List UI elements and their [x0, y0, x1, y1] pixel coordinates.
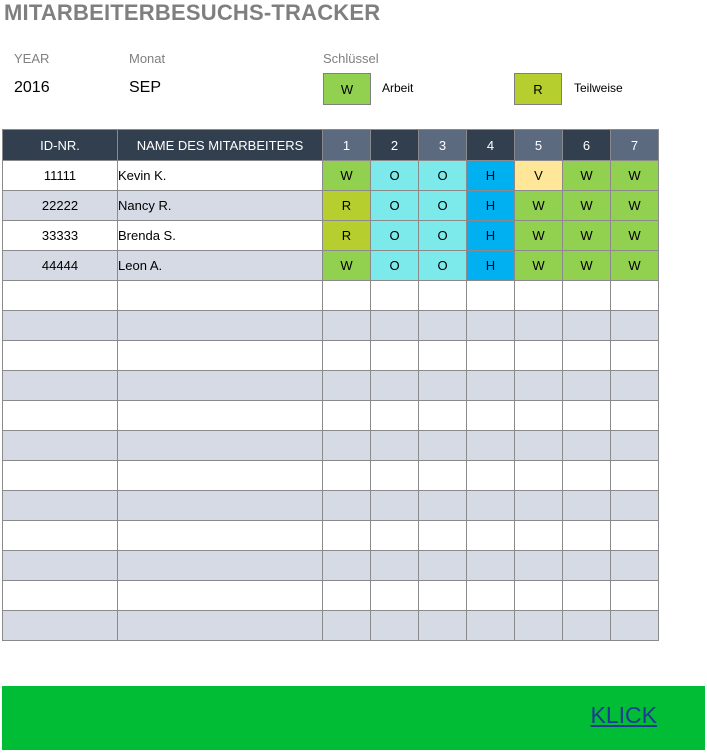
cell-day-6[interactable]	[563, 581, 611, 611]
cell-day-3[interactable]	[419, 341, 467, 371]
cell-day-7[interactable]: W	[611, 251, 659, 281]
cell-day-1[interactable]	[323, 311, 371, 341]
cell-day-7[interactable]	[611, 401, 659, 431]
table-row	[3, 431, 659, 461]
table-row	[3, 281, 659, 311]
cell-day-5[interactable]: V	[515, 161, 563, 191]
cell-id[interactable]	[3, 611, 118, 641]
cell-day-2[interactable]: O	[371, 221, 419, 251]
cell-day-3[interactable]	[419, 611, 467, 641]
cell-day-2[interactable]: O	[371, 191, 419, 221]
cell-day-4[interactable]	[467, 371, 515, 401]
header-day-4: 4	[467, 130, 515, 161]
cell-day-1[interactable]	[323, 371, 371, 401]
header-day-1: 1	[323, 130, 371, 161]
cell-id[interactable]: 22222	[3, 191, 118, 221]
cell-day-3[interactable]	[419, 581, 467, 611]
cell-day-3[interactable]: O	[419, 191, 467, 221]
cell-day-4[interactable]	[467, 281, 515, 311]
cell-day-1[interactable]: R	[323, 221, 371, 251]
cell-day-7[interactable]	[611, 611, 659, 641]
cell-day-6[interactable]	[563, 611, 611, 641]
table-row	[3, 521, 659, 551]
table-row	[3, 401, 659, 431]
cell-day-3[interactable]	[419, 371, 467, 401]
cell-name[interactable]	[118, 461, 323, 491]
cell-day-5[interactable]	[515, 581, 563, 611]
key-label: Schlüssel	[323, 51, 379, 66]
key-work-swatch	[323, 73, 371, 105]
cell-name[interactable]: Brenda S.	[118, 221, 323, 251]
cell-day-4[interactable]	[467, 611, 515, 641]
cell-id[interactable]	[3, 341, 118, 371]
cell-day-5[interactable]	[515, 521, 563, 551]
cell-day-1[interactable]	[323, 401, 371, 431]
cell-day-1[interactable]	[323, 521, 371, 551]
cell-name[interactable]	[118, 311, 323, 341]
cell-day-5[interactable]	[515, 311, 563, 341]
key-partial-swatch	[514, 73, 562, 105]
cell-name[interactable]: Nancy R.	[118, 191, 323, 221]
cell-day-7[interactable]	[611, 431, 659, 461]
cell-day-4[interactable]: H	[467, 251, 515, 281]
cell-day-5[interactable]	[515, 281, 563, 311]
cell-name[interactable]	[118, 491, 323, 521]
cell-day-4[interactable]	[467, 521, 515, 551]
cell-id[interactable]	[3, 521, 118, 551]
cell-day-3[interactable]	[419, 401, 467, 431]
cell-name[interactable]	[118, 551, 323, 581]
cell-day-3[interactable]: O	[419, 221, 467, 251]
cell-id[interactable]	[3, 311, 118, 341]
cell-id[interactable]: 44444	[3, 251, 118, 281]
table-row	[3, 221, 659, 251]
table-row	[3, 581, 659, 611]
cell-id[interactable]	[3, 401, 118, 431]
cell-id[interactable]	[3, 581, 118, 611]
cell-day-6[interactable]: W	[563, 221, 611, 251]
cell-day-6[interactable]	[563, 371, 611, 401]
cell-day-4[interactable]	[467, 461, 515, 491]
cell-day-5[interactable]: W	[515, 191, 563, 221]
cell-name[interactable]	[118, 281, 323, 311]
cell-day-3[interactable]	[419, 281, 467, 311]
header-day-7: 7	[611, 130, 659, 161]
cell-day-2[interactable]	[371, 281, 419, 311]
cell-day-6[interactable]	[563, 521, 611, 551]
cell-day-6[interactable]	[563, 281, 611, 311]
table-row	[3, 371, 659, 401]
cell-day-2[interactable]	[371, 551, 419, 581]
month-value: SEP	[129, 79, 162, 96]
key-partial-text: Teilweise	[574, 81, 623, 95]
cell-day-6[interactable]: W	[563, 161, 611, 191]
cell-day-5[interactable]	[515, 461, 563, 491]
cell-id[interactable]	[3, 431, 118, 461]
cell-day-5[interactable]	[515, 341, 563, 371]
cell-day-3[interactable]: O	[419, 251, 467, 281]
cell-day-6[interactable]	[563, 461, 611, 491]
cell-day-1[interactable]	[323, 281, 371, 311]
cell-day-5[interactable]: W	[515, 221, 563, 251]
cell-day-6[interactable]	[563, 341, 611, 371]
cell-day-1[interactable]	[323, 431, 371, 461]
cell-day-2[interactable]	[371, 341, 419, 371]
cell-day-2[interactable]: O	[371, 251, 419, 281]
cell-day-4[interactable]	[467, 491, 515, 521]
cell-day-4[interactable]	[467, 341, 515, 371]
cell-day-1[interactable]: W	[323, 251, 371, 281]
cell-name[interactable]	[118, 611, 323, 641]
cell-day-6[interactable]: W	[563, 251, 611, 281]
header-day-6: 6	[563, 130, 611, 161]
cell-day-5[interactable]	[515, 431, 563, 461]
cell-day-4[interactable]: H	[467, 161, 515, 191]
cell-day-2[interactable]	[371, 371, 419, 401]
cell-id[interactable]	[3, 281, 118, 311]
header-day-2: 2	[371, 130, 419, 161]
klick-link[interactable]: KLICK	[590, 702, 657, 728]
cell-day-5[interactable]	[515, 491, 563, 521]
cell-day-1[interactable]	[323, 611, 371, 641]
cell-day-6[interactable]: W	[563, 191, 611, 221]
cell-day-3[interactable]	[419, 521, 467, 551]
cell-name[interactable]	[118, 431, 323, 461]
table-row	[3, 191, 659, 221]
cell-day-7[interactable]	[611, 461, 659, 491]
year-label: YEAR	[14, 51, 50, 66]
year-value: 2016	[14, 79, 50, 96]
cell-day-1[interactable]	[323, 581, 371, 611]
cell-day-5[interactable]: W	[515, 251, 563, 281]
cell-day-7[interactable]	[611, 551, 659, 581]
key-work-text: Arbeit	[382, 81, 414, 95]
cell-name[interactable]	[118, 371, 323, 401]
cell-day-7[interactable]	[611, 341, 659, 371]
cell-day-1[interactable]	[323, 491, 371, 521]
cell-day-1[interactable]	[323, 551, 371, 581]
cell-name[interactable]	[118, 581, 323, 611]
cell-id[interactable]	[3, 551, 118, 581]
cell-id[interactable]	[3, 371, 118, 401]
cell-day-4[interactable]	[467, 551, 515, 581]
cell-name[interactable]: Leon A.	[118, 251, 323, 281]
cell-day-6[interactable]	[563, 311, 611, 341]
cell-day-6[interactable]	[563, 551, 611, 581]
cell-day-2[interactable]	[371, 581, 419, 611]
cell-day-7[interactable]: W	[611, 191, 659, 221]
page-title: MITARBEITERBESUCHS-TRACKER	[4, 0, 381, 25]
cell-day-3[interactable]	[419, 551, 467, 581]
cell-day-2[interactable]	[371, 611, 419, 641]
cell-day-5[interactable]	[515, 611, 563, 641]
cell-day-7[interactable]: W	[611, 161, 659, 191]
cell-day-7[interactable]	[611, 521, 659, 551]
table-row	[3, 491, 659, 521]
header-name: NAME DES MITARBEITERS	[118, 130, 323, 161]
header-day-3: 3	[419, 130, 467, 161]
cell-day-6[interactable]	[563, 401, 611, 431]
key-work-code: W	[340, 81, 354, 97]
cell-day-2[interactable]	[371, 401, 419, 431]
cell-day-3[interactable]	[419, 491, 467, 521]
cell-day-3[interactable]	[419, 431, 467, 461]
cell-day-6[interactable]	[563, 491, 611, 521]
cell-day-2[interactable]	[371, 461, 419, 491]
table-row	[3, 161, 659, 191]
cell-day-4[interactable]	[467, 401, 515, 431]
cell-day-6[interactable]	[563, 431, 611, 461]
cell-day-1[interactable]	[323, 461, 371, 491]
table-row	[3, 461, 659, 491]
cell-id[interactable]: 11111	[3, 161, 118, 191]
cell-day-4[interactable]	[467, 311, 515, 341]
cell-day-2[interactable]	[371, 521, 419, 551]
cell-day-2[interactable]	[371, 431, 419, 461]
cell-name[interactable]: Kevin K.	[118, 161, 323, 191]
cell-day-3[interactable]: O	[419, 161, 467, 191]
month-label: Monat	[129, 51, 166, 66]
cell-name[interactable]	[118, 521, 323, 551]
cell-day-7[interactable]	[611, 311, 659, 341]
cell-day-7[interactable]	[611, 371, 659, 401]
cell-day-1[interactable]: R	[323, 191, 371, 221]
table-row	[3, 251, 659, 281]
cell-day-1[interactable]	[323, 341, 371, 371]
cell-id[interactable]: 33333	[3, 221, 118, 251]
table-header-row	[3, 130, 659, 161]
key-partial-code: R	[533, 81, 543, 97]
cell-day-4[interactable]: H	[467, 221, 515, 251]
cell-day-7[interactable]	[611, 281, 659, 311]
cell-day-7[interactable]: W	[611, 221, 659, 251]
cell-day-5[interactable]	[515, 401, 563, 431]
table-row	[3, 341, 659, 371]
cell-day-7[interactable]	[611, 491, 659, 521]
cell-day-2[interactable]	[371, 491, 419, 521]
cell-day-2[interactable]	[371, 311, 419, 341]
header-day-5: 5	[515, 130, 563, 161]
cell-name[interactable]	[118, 401, 323, 431]
table-row	[3, 311, 659, 341]
attendance-table	[2, 129, 659, 641]
footer-banner	[2, 686, 705, 750]
table-row	[3, 611, 659, 641]
cell-day-5[interactable]	[515, 371, 563, 401]
cell-day-4[interactable]: H	[467, 191, 515, 221]
cell-id[interactable]	[3, 461, 118, 491]
cell-day-4[interactable]	[467, 431, 515, 461]
cell-day-5[interactable]	[515, 551, 563, 581]
cell-day-7[interactable]	[611, 581, 659, 611]
cell-id[interactable]	[3, 491, 118, 521]
table-row	[3, 551, 659, 581]
cell-day-3[interactable]	[419, 311, 467, 341]
cell-day-2[interactable]: O	[371, 161, 419, 191]
cell-day-3[interactable]	[419, 461, 467, 491]
header-id: ID-NR.	[3, 130, 118, 161]
cell-day-1[interactable]: W	[323, 161, 371, 191]
cell-name[interactable]	[118, 341, 323, 371]
cell-day-4[interactable]	[467, 581, 515, 611]
